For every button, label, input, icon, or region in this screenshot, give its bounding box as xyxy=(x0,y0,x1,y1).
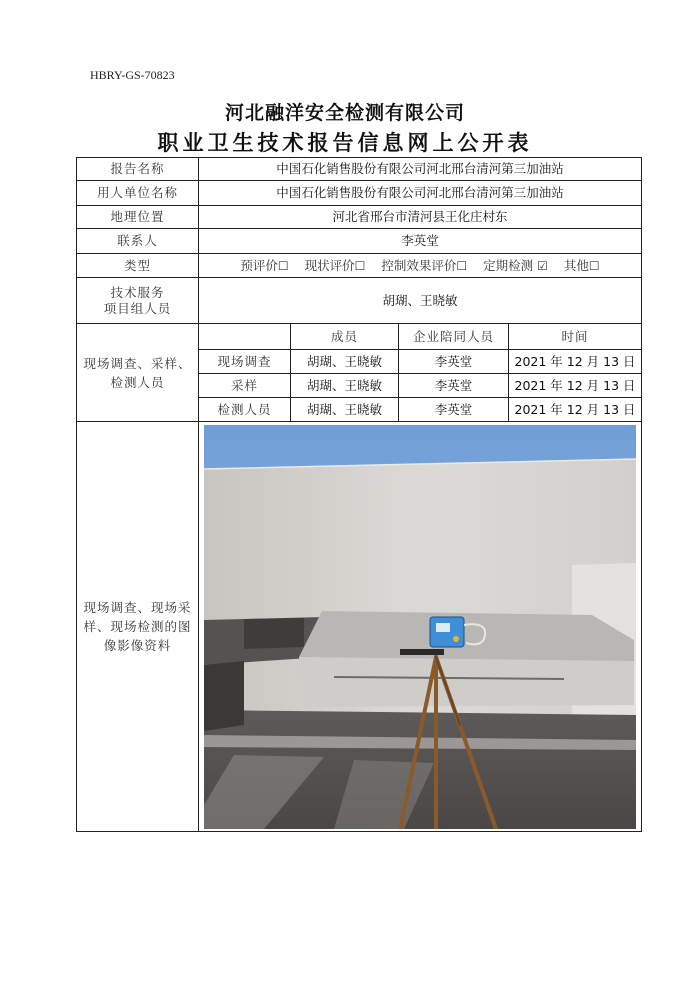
survey-escort: 李英堂 xyxy=(399,398,509,422)
survey-item: 现场调查 xyxy=(199,350,291,374)
survey-escort: 李英堂 xyxy=(399,350,509,374)
type-option: 定期检测 ☑ xyxy=(483,257,548,273)
row-location xyxy=(77,206,642,229)
checkbox-icon: ☐ xyxy=(354,258,366,273)
location-label: 地理位置 xyxy=(77,206,199,229)
photo-cell xyxy=(199,422,642,832)
survey-escort: 李英堂 xyxy=(399,374,509,398)
survey-header-item xyxy=(199,324,291,350)
survey-item: 检测人员 xyxy=(199,398,291,422)
site-photo xyxy=(204,425,636,829)
survey-date: 2021 年 12 月 13 日 xyxy=(509,398,642,422)
survey-date: 2021 年 12 月 13 日 xyxy=(509,374,642,398)
company-name: 河北融洋安全检测有限公司 xyxy=(224,102,465,124)
row-contact xyxy=(77,229,642,254)
tech-team-value: 胡瑚、王晓敏 xyxy=(199,278,642,324)
type-option: 现状评价☐ xyxy=(304,257,366,273)
checkbox-icon: ☐ xyxy=(456,258,468,273)
type-option: 控制效果评价☐ xyxy=(381,257,468,273)
survey-header-escort: 企业陪同人员 xyxy=(399,324,509,350)
employer-value: 中国石化销售股份有限公司河北邢台清河第三加油站 xyxy=(199,181,642,206)
survey-member: 胡瑚、王晓敏 xyxy=(291,374,399,398)
contact-label: 联系人 xyxy=(77,229,199,254)
row-type xyxy=(77,254,642,278)
tech-team-label: 技术服务 项目组人员 xyxy=(77,278,199,324)
row-tech-team xyxy=(77,278,642,324)
report-name-value: 中国石化销售股份有限公司河北邢台清河第三加油站 xyxy=(199,158,642,181)
type-option: 其他☐ xyxy=(563,257,600,273)
survey-label: 现场调查、采样、检测人员 xyxy=(77,324,199,422)
survey-member: 胡瑚、王晓敏 xyxy=(291,350,399,374)
survey-date: 2021 年 12 月 13 日 xyxy=(509,350,642,374)
survey-item: 采样 xyxy=(199,374,291,398)
tripod-sampling-device-photo xyxy=(204,425,636,829)
location-value: 河北省邢台市清河县王化庄村东 xyxy=(199,206,642,229)
contact-value: 李英堂 xyxy=(199,229,642,254)
employer-label: 用人单位名称 xyxy=(77,181,199,206)
survey-header-row xyxy=(77,324,642,350)
row-employer xyxy=(77,181,642,206)
type-options xyxy=(199,254,642,278)
checkbox-icon: ☐ xyxy=(588,258,600,273)
disclosure-table xyxy=(76,157,642,832)
document-title: 职业卫生技术报告信息网上公开表 xyxy=(157,130,533,155)
checked-checkbox-icon: ☑ xyxy=(537,258,548,273)
row-photo xyxy=(77,422,642,832)
photo-section-label: 现场调查、现场采样、现场检测的图像影像资料 xyxy=(77,422,199,832)
report-name-label: 报告名称 xyxy=(77,158,199,181)
document-code: HBRY-GS-70823 xyxy=(90,68,175,82)
survey-member: 胡瑚、王晓敏 xyxy=(291,398,399,422)
survey-header-member: 成员 xyxy=(291,324,399,350)
survey-header-date: 时间 xyxy=(509,324,642,350)
type-option: 预评价☐ xyxy=(240,257,289,273)
row-report-name xyxy=(77,158,642,181)
type-label: 类型 xyxy=(77,254,199,278)
checkbox-icon: ☐ xyxy=(277,258,289,273)
